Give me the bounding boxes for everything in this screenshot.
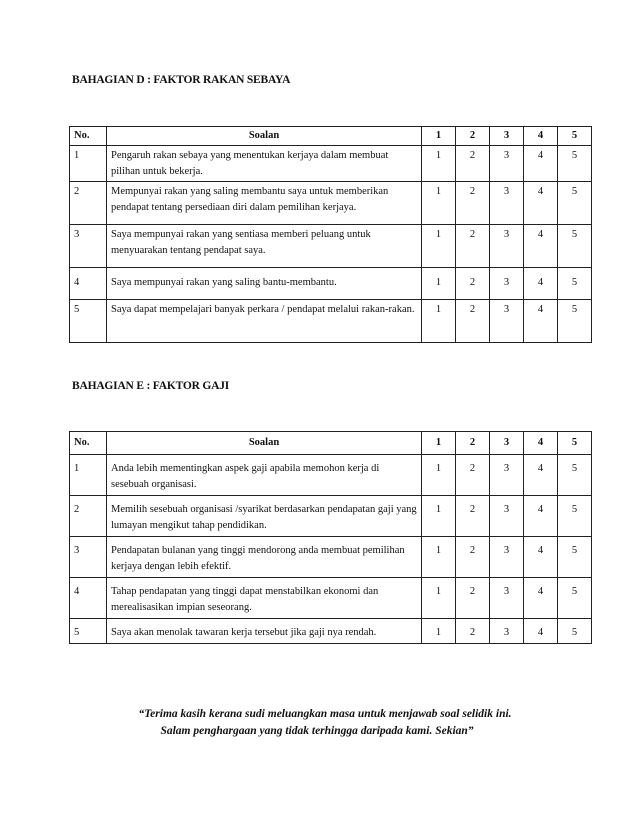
table-row: [70, 495, 592, 536]
table-row: [70, 618, 592, 643]
scale-option-5[interactable]: 5: [558, 577, 592, 618]
table-header-row: [70, 432, 592, 455]
scale-option-4[interactable]: 4: [524, 145, 558, 182]
scale-option-4[interactable]: 4: [524, 495, 558, 536]
table-row: [70, 300, 592, 343]
scale-option-5[interactable]: 5: [558, 454, 592, 495]
scale-option-1[interactable]: 1: [422, 268, 456, 300]
scale-option-4[interactable]: 4: [524, 300, 558, 343]
section-d-table: [69, 126, 592, 343]
table-row: [70, 268, 592, 300]
header-scale-5: 5: [558, 127, 592, 146]
row-question: Mempunyai rakan yang saling membantu saya untuk memberikan pendapat tentang persediaan diri dalam pemilihan kerjaya.: [107, 182, 422, 225]
scale-option-3[interactable]: 3: [490, 495, 524, 536]
header-question: Soalan: [107, 127, 422, 146]
scale-option-4[interactable]: 4: [524, 182, 558, 225]
row-question: Pengaruh rakan sebaya yang menentukan kerjaya dalam membuat pilihan untuk bekerja.: [107, 145, 422, 182]
scale-option-4[interactable]: 4: [524, 225, 558, 268]
header-scale-1: 1: [422, 127, 456, 146]
scale-option-1[interactable]: 1: [422, 182, 456, 225]
row-question: Pendapatan bulanan yang tinggi mendorong anda membuat pemilihan kerjaya dengan lebih efektif.: [107, 536, 422, 577]
scale-option-4[interactable]: 4: [524, 618, 558, 643]
row-number: 2: [70, 182, 107, 225]
scale-option-5[interactable]: 5: [558, 300, 592, 343]
table-row: [70, 454, 592, 495]
scale-option-5[interactable]: 5: [558, 182, 592, 225]
header-no: No.: [70, 127, 107, 146]
scale-option-1[interactable]: 1: [422, 577, 456, 618]
section-e-title: BAHAGIAN E : FAKTOR GAJI: [72, 380, 230, 392]
scale-option-3[interactable]: 3: [490, 454, 524, 495]
row-question: Saya mempunyai rakan yang saling bantu-membantu.: [107, 268, 422, 300]
scale-option-4[interactable]: 4: [524, 454, 558, 495]
scale-option-3[interactable]: 3: [490, 225, 524, 268]
scale-option-5[interactable]: 5: [558, 268, 592, 300]
scale-option-4[interactable]: 4: [524, 536, 558, 577]
scale-option-2[interactable]: 2: [456, 454, 490, 495]
row-number: 5: [70, 618, 107, 643]
scale-option-1[interactable]: 1: [422, 225, 456, 268]
scale-option-1[interactable]: 1: [422, 618, 456, 643]
header-scale-5: 5: [558, 432, 592, 455]
scale-option-3[interactable]: 3: [490, 300, 524, 343]
header-no: No.: [70, 432, 107, 455]
scale-option-2[interactable]: 2: [456, 182, 490, 225]
scale-option-2[interactable]: 2: [456, 577, 490, 618]
scale-option-2[interactable]: 2: [456, 536, 490, 577]
scale-option-1[interactable]: 1: [422, 536, 456, 577]
closing-line-2: Salam penghargaan yang tidak terhingga daripada kami. Sekian”: [160, 725, 474, 737]
header-scale-4: 4: [524, 432, 558, 455]
header-scale-2: 2: [456, 432, 490, 455]
row-number: 4: [70, 577, 107, 618]
scale-option-2[interactable]: 2: [456, 300, 490, 343]
scale-option-1[interactable]: 1: [422, 495, 456, 536]
row-number: 4: [70, 268, 107, 300]
table-row: [70, 145, 592, 182]
scale-option-5[interactable]: 5: [558, 618, 592, 643]
scale-option-5[interactable]: 5: [558, 225, 592, 268]
section-d-title: BAHAGIAN D : FAKTOR RAKAN SEBAYA: [72, 74, 291, 86]
scale-option-5[interactable]: 5: [558, 536, 592, 577]
table-row: [70, 536, 592, 577]
row-question: Saya dapat mempelajari banyak perkara / pendapat melalui rakan-rakan.: [107, 300, 422, 343]
header-question: Soalan: [107, 432, 422, 455]
closing-line-1: “Terima kasih kerana sudi meluangkan masa untuk menjawab soal selidik ini.: [138, 708, 512, 720]
row-question: Saya mempunyai rakan yang sentiasa memberi peluang untuk menyuarakan tentang pendapat saya.: [107, 225, 422, 268]
scale-option-2[interactable]: 2: [456, 495, 490, 536]
scale-option-1[interactable]: 1: [422, 300, 456, 343]
row-question: Memilih sesebuah organisasi /syarikat berdasarkan pendapatan gaji yang lumayan mengikut tahap pendidikan.: [107, 495, 422, 536]
header-scale-2: 2: [456, 127, 490, 146]
header-scale-1: 1: [422, 432, 456, 455]
scale-option-4[interactable]: 4: [524, 577, 558, 618]
table-header-row: [70, 127, 592, 146]
scale-option-2[interactable]: 2: [456, 145, 490, 182]
scale-option-5[interactable]: 5: [558, 145, 592, 182]
scale-option-2[interactable]: 2: [456, 225, 490, 268]
header-scale-3: 3: [490, 127, 524, 146]
row-number: 3: [70, 536, 107, 577]
row-number: 1: [70, 145, 107, 182]
scale-option-2[interactable]: 2: [456, 268, 490, 300]
row-number: 2: [70, 495, 107, 536]
section-e-table: [69, 431, 592, 644]
row-question: Tahap pendapatan yang tinggi dapat menstabilkan ekonomi dan merealisasikan impian seseorang.: [107, 577, 422, 618]
scale-option-3[interactable]: 3: [490, 268, 524, 300]
row-number: 1: [70, 454, 107, 495]
row-question: Saya akan menolak tawaran kerja tersebut jika gaji nya rendah.: [107, 618, 422, 643]
header-scale-4: 4: [524, 127, 558, 146]
scale-option-1[interactable]: 1: [422, 454, 456, 495]
row-number: 3: [70, 225, 107, 268]
scale-option-3[interactable]: 3: [490, 618, 524, 643]
table-row: [70, 225, 592, 268]
scale-option-3[interactable]: 3: [490, 536, 524, 577]
scale-option-3[interactable]: 3: [490, 145, 524, 182]
scale-option-3[interactable]: 3: [490, 577, 524, 618]
table-row: [70, 182, 592, 225]
scale-option-5[interactable]: 5: [558, 495, 592, 536]
row-number: 5: [70, 300, 107, 343]
row-question: Anda lebih mementingkan aspek gaji apabila memohon kerja di sesebuah organisasi.: [107, 454, 422, 495]
scale-option-3[interactable]: 3: [490, 182, 524, 225]
header-scale-3: 3: [490, 432, 524, 455]
scale-option-4[interactable]: 4: [524, 268, 558, 300]
scale-option-2[interactable]: 2: [456, 618, 490, 643]
scale-option-1[interactable]: 1: [422, 145, 456, 182]
table-row: [70, 577, 592, 618]
